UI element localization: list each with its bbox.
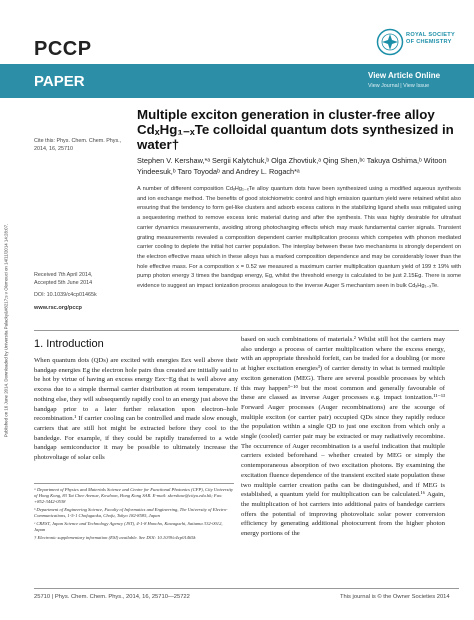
footer-divider	[34, 588, 459, 589]
section-divider	[34, 330, 459, 331]
footnotes	[34, 487, 234, 543]
download-notice: Published on 16 June 2014. Downloaded by Universita Palacky&#8217;s v Olomouci on 14/11/2014 14:28:07.	[3, 223, 9, 437]
rsc-wordmark-line1: ROYAL SOCIETY	[406, 32, 455, 38]
paper-banner	[0, 64, 474, 98]
footnote-divider	[34, 483, 234, 484]
download-side-note	[2, 70, 10, 590]
intro-right-column: based on such combinations of materials.² Whilst still hot the carriers may also undergo a process of carrier multiplication where the excess energy, with an appropriate threshold forfeit, can be traded for a doubling (or more at higher excitation energies³) of carrier density in what is termed multiple exciton generation (MEG). There are several possible processes by which this may happen³⁻¹⁰ but the most common and generally favourable of these are classed as inverse Auger processes e.g. impact ionization.¹¹⁻¹³ Forward Auger processes (Auger recombinations) are the scourge of multiple exciton (or carrier pair) occupied QDs since they rapidly reduce the population within a single QD to just one exciton from which only a single (cooled) carrier pair may be extracted or may radiatively recombine. The occurrence of Auger recombination is a useful indication that multiple carriers existed beforehand – whether created by MEG or simply the contemporaneous absorption of two excitation photons. By examining the excitation fluence dependence of the transient excited state population these two multiple carrier creation paths can be distinguished, and if MEG is established, a quantum yield for multiplication can be calculated.¹⁶ Again, the multiplication of hot carriers into additional pairs of bandedge carriers offers the potential of improving photovoltaic solar power conversion efficiency by generating additional photocurrent from the higher photon energy portions of the	[241, 336, 445, 538]
author-list: Stephen V. Kershaw,*ᵃ Sergii Kalytchuk,ᵇ Olga Zhovtiuk,ᵃ Qing Shen,ᵇᶜ Takuya Oshima,ᵇ Witoon Yindeesuk,ᵇ Taro Toyodaᵇ and Andrey L. Rogach*ᵃ	[137, 156, 447, 176]
page-footer-left: 25710 | Phys. Chem. Chem. Phys., 2014, 16, 25710—25722	[34, 594, 190, 600]
rsc-logo	[376, 26, 456, 62]
footnote-esi: † Electronic supplementary information (ESI) available. See DOI: 10.1039/c4cp01465k	[34, 534, 196, 540]
rsc-wordmark	[406, 32, 455, 45]
page-footer-right: This journal is © the Owner Societies 2014	[340, 594, 450, 600]
footnote-c: ᶜ CREST, Japan Science and Technology Agency (JST), 4-1-8 Honcho, Kawaguchi, Saitama 332-0012, Japan	[34, 521, 223, 533]
view-journal-issue-links[interactable]: View Journal | View Issue	[368, 83, 430, 89]
paper-type-label: PAPER	[34, 73, 85, 90]
intro-left-column: When quantum dots (QDs) are excited with energies Eex well above their bandgap energies Eg the electron hole pairs thus created are initially said to be hot by virtue of having an excess energy Eex−Eg that is well above any excess due to a simple thermal carrier distribution at room temperature. If nothing else, they will subsequently rapidly cool to an energy just above the bandgap prior to a later further relaxation upon electron–hole recombination.¹ If carrier cooling can be controlled and made slow enough, carriers that are still hot might be extracted before they cool to the bandedge. For example, if they could be rapidly transferred to a wide bandgap semiconductor it may be possible to ultimately increase the photovoltage of solar cells	[34, 357, 238, 462]
view-article-online-link[interactable]: View Article Online	[368, 71, 441, 80]
journal-name: PCCP	[34, 38, 92, 60]
accepted-date: Accepted 5th June 2014	[34, 279, 93, 286]
journal-url[interactable]: www.rsc.org/pccp	[34, 305, 82, 311]
abstract: A number of different composition CdₓHg₁₋ₓTe alloy quantum dots have been synthesized using a modified aqueous synthesis and ion exchange method. The benefits of good stoichiometric control and high emission quantum yield were retained whilst also ensuring that the tendency to form gel-like clusters and adsorb excess cations in the stabilizing ligand shells was mitigated using a sequestering method to remove excess ionic material during and after the synthesis. This was highly desirable for ultrafast carrier dynamics measurements, avoiding strong photocharging effects which may mask fundamental carrier signals. Transient grating measurements revealed a composition dependent carrier multiplication process which competes with phonon mediated carrier cooling to deplete the initial hot carrier population. The interplay between these two mechanisms is strongly dependent on the electron effective mass which in these alloys has a marked composition dependence and may be considerably lower than the hole effective mass. For a composition x = 0.52 we measured a maximum carrier multiplication quantum yield of 199 ± 19% with pump photon energy 3 times the bandgap energy, Eg, whilst the threshold energy is calculated to be just 2.15Eg. There is some evidence to suggest an impact ionization process analogous to the inverse Auger S mechanism seen in bulk CdₓHg₁₋ₓTe.	[137, 186, 461, 290]
section-heading: 1. Introduction	[34, 338, 104, 350]
rsc-seal-icon	[376, 28, 404, 56]
citation: Cite this: Phys. Chem. Chem. Phys., 2014, 16, 25710	[34, 138, 122, 152]
doi[interactable]: DOI: 10.1039/c4cp01465k	[34, 292, 97, 298]
received-date: Received 7th April 2014,	[34, 272, 93, 278]
rsc-wordmark-line2: OF CHEMISTRY	[406, 38, 452, 45]
article-dates	[34, 272, 132, 300]
article-title: Multiple exciton generation in cluster-free alloy CdₓHg₁₋ₓTe colloidal quantum dots synthesized in water†	[137, 107, 454, 152]
footnote-b: ᵇ Department of Engineering Science, Faculty of Informatics and Engineering, The University of Electro-Communications, 1-5-1 Chofugaoka, Chofu, Tokyo 182-8585, Japan	[34, 507, 228, 519]
footnote-a: ᵃ Department of Physics and Materials Science and Centre for Functional Photonics (CFP), City University of Hong Kong, 83 Tat Chee Avenue, Kowloon, Hong Kong SAR. E-mail: skershaw@cityu.edu.hk; Fax: +852-3442-0538	[34, 487, 234, 505]
